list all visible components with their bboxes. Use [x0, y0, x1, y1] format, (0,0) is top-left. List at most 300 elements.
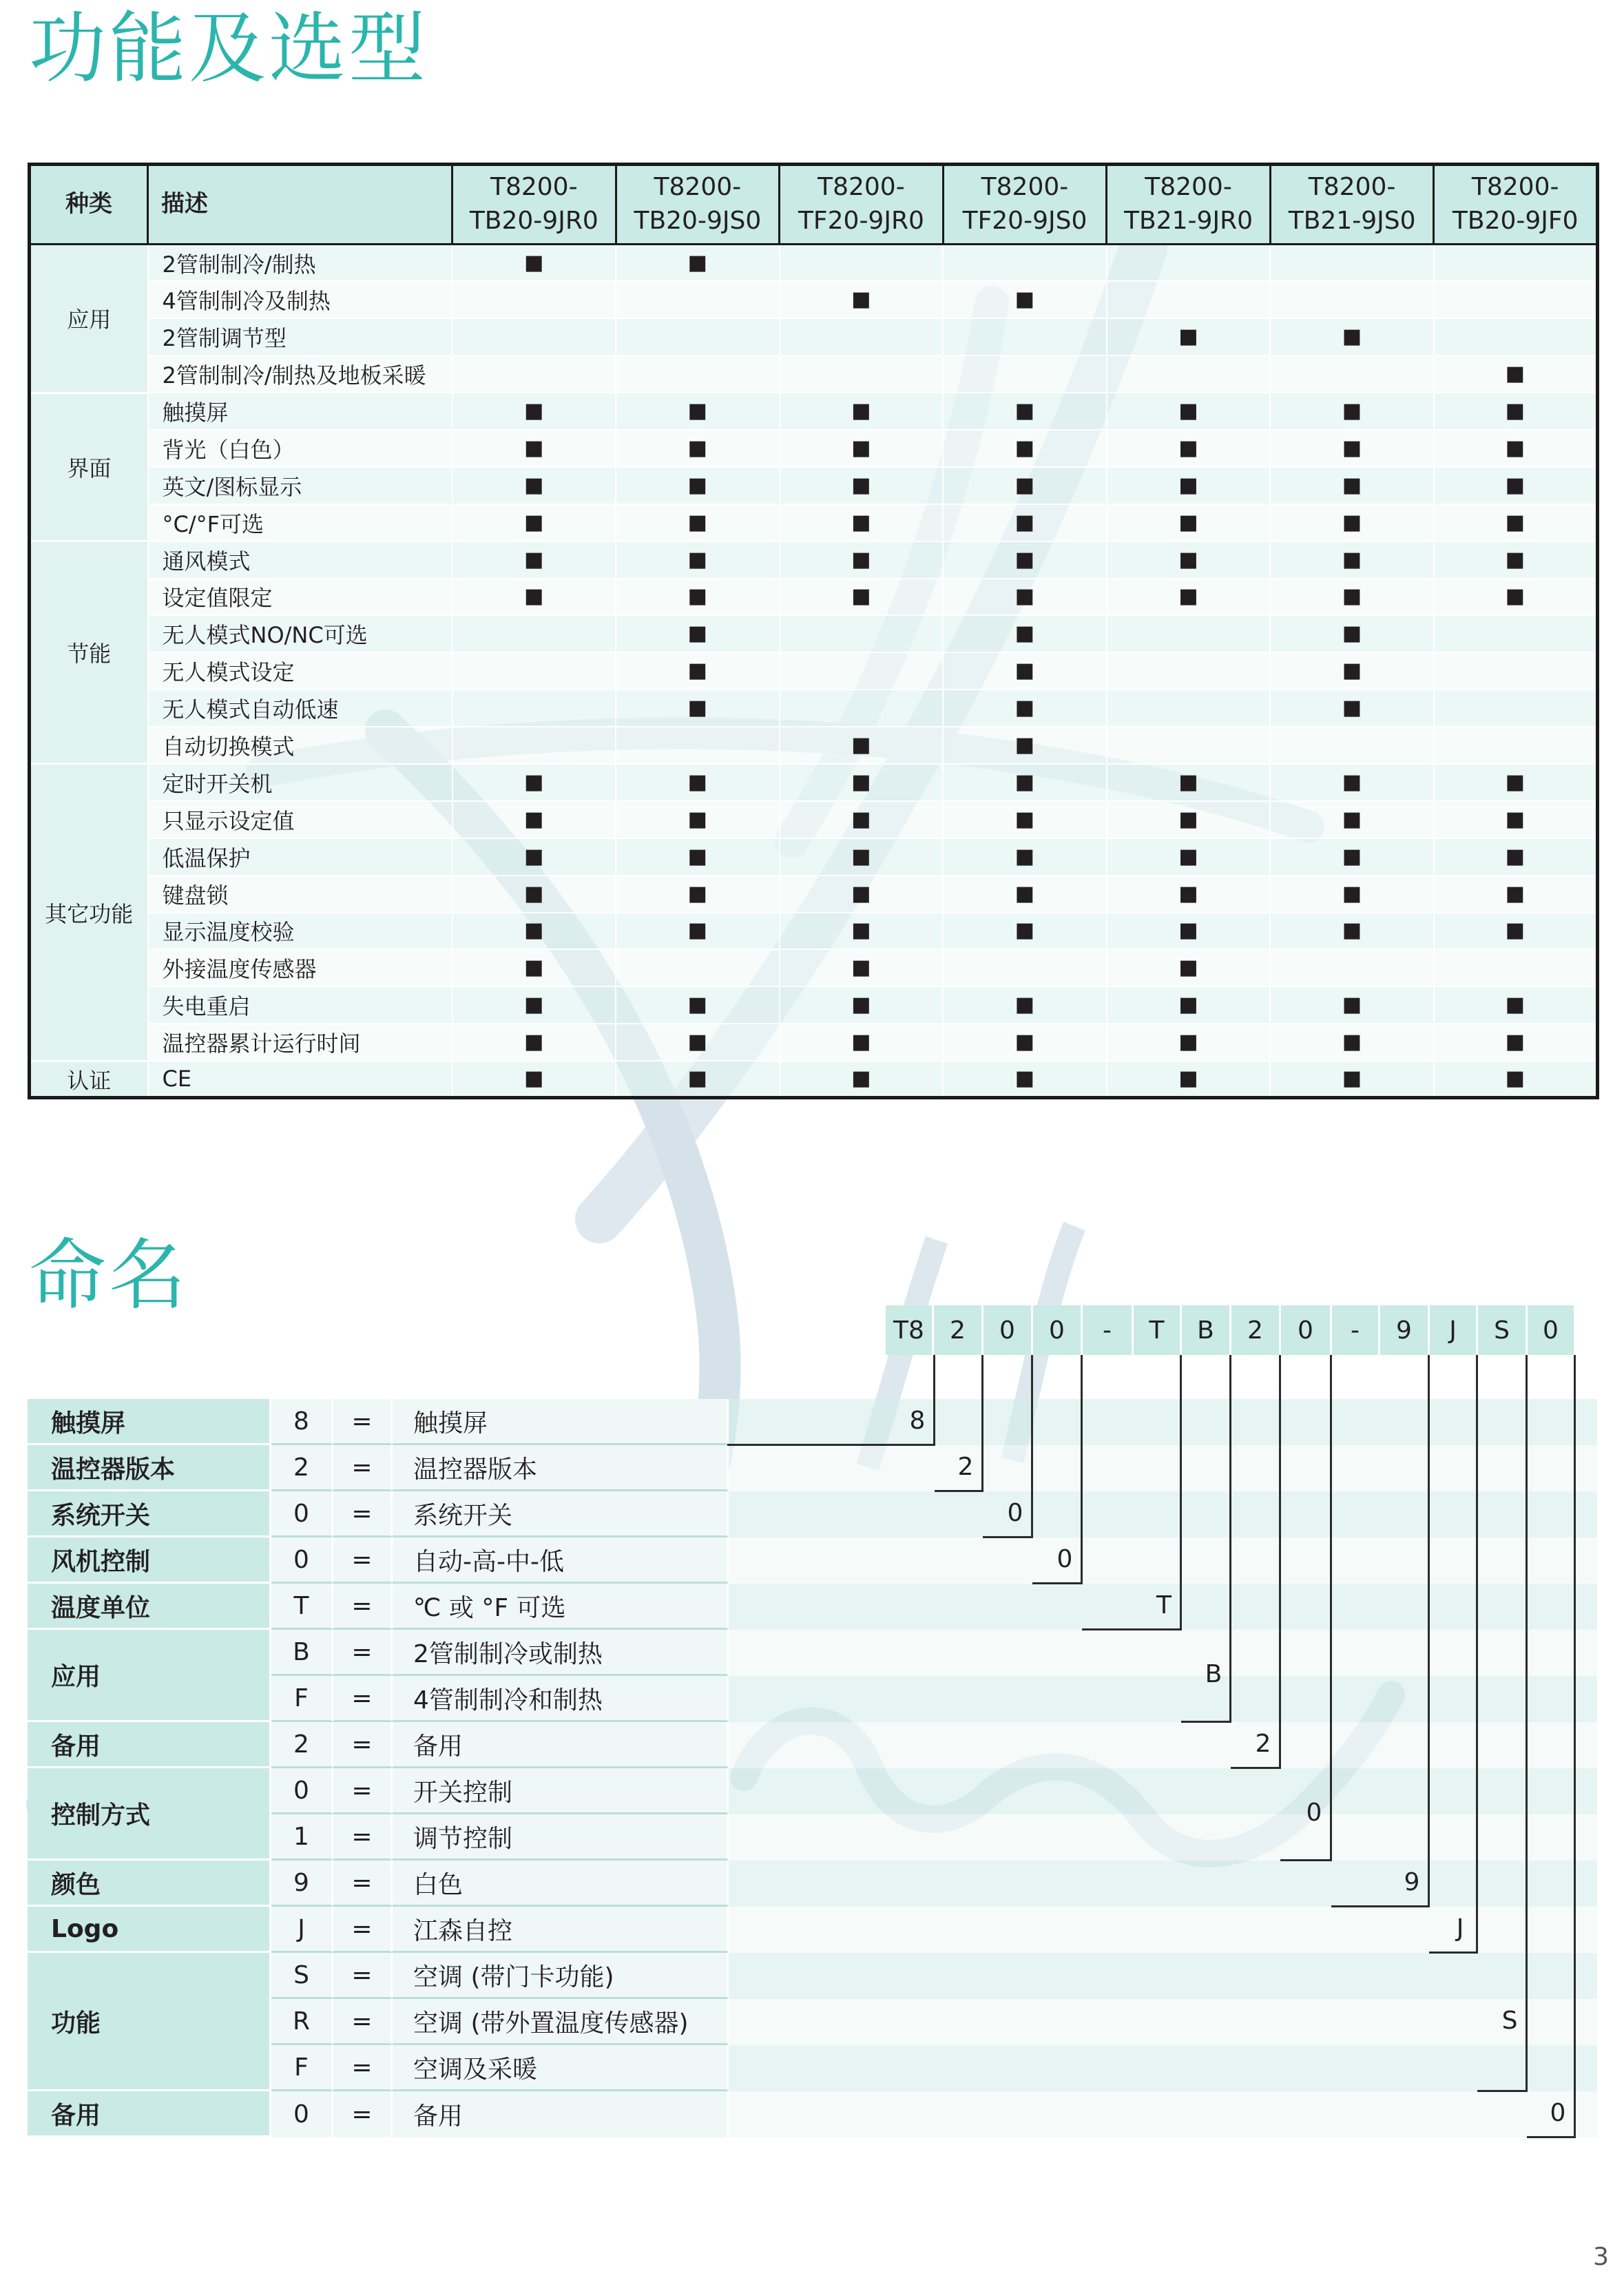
empty-cell — [452, 615, 616, 652]
check-mark: ■ — [452, 245, 616, 282]
empty-cell — [780, 318, 944, 355]
naming-code: 8 — [271, 1399, 333, 1445]
feature-label: °C/°F可选 — [148, 504, 452, 541]
empty-cell — [780, 355, 944, 393]
feature-label: CE — [148, 1061, 452, 1098]
header-model-3 — [780, 165, 944, 245]
naming-row — [28, 2091, 1599, 2137]
check-mark: ■ — [1270, 430, 1434, 467]
code-char: T8 — [886, 1305, 934, 1355]
leader-line — [983, 1536, 1033, 1538]
check-mark: ■ — [780, 541, 944, 579]
leader-line — [1526, 1355, 1528, 2090]
page-number: 3 — [1593, 2243, 1609, 2271]
code-char: 2 — [1231, 1305, 1281, 1355]
header-model-line: TB20-9JR0 — [469, 207, 598, 235]
check-mark: ■ — [780, 727, 944, 764]
check-mark: ■ — [1107, 913, 1271, 950]
naming-code: 2 — [271, 1722, 333, 1768]
code-char: J — [1430, 1305, 1478, 1355]
model-code-strip — [886, 1305, 1576, 1355]
naming-row — [28, 1768, 1599, 1830]
check-mark: ■ — [1107, 876, 1271, 913]
check-mark: ■ — [452, 913, 616, 950]
leader-line — [1476, 1355, 1478, 1951]
leader-line — [1081, 1355, 1083, 1582]
naming-leader-area — [729, 1630, 1599, 1676]
naming-desc: 2管制制冷或制热 — [393, 1630, 729, 1676]
check-mark: ■ — [1270, 913, 1434, 950]
empty-cell — [1107, 690, 1271, 727]
empty-cell — [616, 949, 780, 986]
check-mark: ■ — [943, 986, 1107, 1024]
check-mark: ■ — [1270, 690, 1434, 727]
header-model-4 — [943, 165, 1107, 245]
naming-row — [28, 1537, 1599, 1584]
feature-label: 触摸屏 — [148, 393, 452, 430]
check-mark: ■ — [1434, 393, 1598, 430]
feature-label: 无人模式自动低速 — [148, 690, 452, 727]
naming-desc: 备用 — [393, 1722, 729, 1768]
check-mark: ■ — [616, 430, 780, 467]
code-char: 0 — [1033, 1305, 1083, 1355]
check-mark: ■ — [616, 876, 780, 913]
code-char: 0 — [1281, 1305, 1332, 1355]
header-model-line: T8200- — [1308, 173, 1396, 202]
table-row — [30, 1024, 1598, 1061]
header-model-line: T8200- — [1471, 173, 1559, 202]
header-model-line: T8200- — [654, 173, 742, 202]
check-mark: ■ — [1434, 355, 1598, 393]
table-row — [30, 986, 1598, 1024]
feature-label: 显示温度校验 — [148, 913, 452, 950]
naming-code: 1 — [271, 1814, 333, 1861]
leader-line — [1231, 1767, 1281, 1769]
naming-desc: ℃ 或 °F 可选 — [393, 1584, 729, 1630]
naming-equals: = — [333, 1953, 393, 1999]
naming-equals: = — [333, 1676, 393, 1722]
table-row — [30, 652, 1598, 690]
check-mark: ■ — [1434, 1024, 1598, 1061]
header-desc: 描述 — [148, 165, 452, 245]
check-mark: ■ — [1107, 318, 1271, 355]
feature-label: 低温保护 — [148, 838, 452, 876]
empty-cell — [943, 355, 1107, 393]
check-mark: ■ — [1107, 838, 1271, 876]
header-model-line: TB21-9JR0 — [1124, 207, 1253, 235]
header-model-line: TB20-9JS0 — [634, 207, 762, 235]
empty-cell — [780, 690, 944, 727]
naming-code: J — [271, 1907, 333, 1953]
table-row — [30, 393, 1598, 430]
group-label: 其它功能 — [30, 764, 148, 1061]
check-mark: ■ — [943, 504, 1107, 541]
table-row — [30, 801, 1598, 838]
check-mark: ■ — [943, 579, 1107, 616]
naming-category: 温度单位 — [28, 1584, 271, 1630]
empty-cell — [616, 318, 780, 355]
table-row — [30, 913, 1598, 950]
check-mark: ■ — [452, 430, 616, 467]
naming-category: 触摸屏 — [28, 1399, 271, 1445]
check-mark: ■ — [1107, 393, 1271, 430]
naming-desc: 系统开关 — [393, 1491, 729, 1537]
empty-cell — [943, 318, 1107, 355]
naming-row — [28, 1445, 1599, 1491]
naming-category: 风机控制 — [28, 1537, 271, 1584]
feature-label: 2管制制冷/制热 — [148, 245, 452, 282]
check-mark: ■ — [943, 541, 1107, 579]
check-mark: ■ — [1270, 801, 1434, 838]
empty-cell — [780, 245, 944, 282]
check-mark: ■ — [616, 245, 780, 282]
check-mark: ■ — [1270, 652, 1434, 690]
naming-desc: 触摸屏 — [393, 1399, 729, 1445]
code-char: 2 — [934, 1305, 983, 1355]
table-row — [30, 727, 1598, 764]
check-mark: ■ — [1434, 838, 1598, 876]
check-mark: ■ — [1270, 504, 1434, 541]
empty-cell — [1270, 727, 1434, 764]
check-mark: ■ — [943, 430, 1107, 467]
naming-equals: = — [333, 1768, 393, 1814]
header-model-line: T8200- — [1145, 173, 1232, 202]
feature-label: 4管制制冷及制热 — [148, 281, 452, 318]
empty-cell — [616, 281, 780, 318]
empty-cell — [780, 652, 944, 690]
check-mark: ■ — [452, 467, 616, 504]
check-mark: ■ — [1107, 430, 1271, 467]
header-model-5 — [1107, 165, 1271, 245]
check-mark: ■ — [780, 876, 944, 913]
naming-leader-area — [729, 1861, 1599, 1907]
leader-line — [1279, 1355, 1281, 1767]
code-char: T — [1134, 1305, 1182, 1355]
naming-category: 颜色 — [28, 1861, 271, 1907]
naming-leader-area — [729, 1999, 1599, 2045]
empty-cell — [616, 355, 780, 393]
naming-leader-area — [729, 1722, 1599, 1768]
naming-equals: = — [333, 2091, 393, 2137]
check-mark: ■ — [780, 986, 944, 1024]
feature-label: 通风模式 — [148, 541, 452, 579]
header-model-line: TB20-9JF0 — [1452, 207, 1579, 235]
feature-table-header — [30, 165, 1598, 245]
check-mark: ■ — [943, 615, 1107, 652]
empty-cell — [616, 727, 780, 764]
section-title-naming: 命名 — [29, 1231, 189, 1321]
check-mark: ■ — [1270, 986, 1434, 1024]
check-mark: ■ — [452, 801, 616, 838]
header-model-1 — [452, 165, 616, 245]
feature-table — [28, 163, 1599, 1099]
check-mark: ■ — [616, 504, 780, 541]
check-mark: ■ — [1270, 838, 1434, 876]
naming-leader-area — [729, 1399, 1599, 1445]
check-mark: ■ — [1434, 764, 1598, 801]
header-model-line: T8200- — [490, 173, 578, 202]
code-char: B — [1182, 1305, 1231, 1355]
leader-line — [1330, 1355, 1332, 1859]
check-mark: ■ — [1107, 1061, 1271, 1098]
naming-code: T — [271, 1584, 333, 1630]
check-mark: ■ — [616, 393, 780, 430]
naming-code: F — [271, 2045, 333, 2091]
feature-label: 设定值限定 — [148, 579, 452, 616]
check-mark: ■ — [616, 652, 780, 690]
naming-equals: = — [333, 1999, 393, 2045]
group-label: 认证 — [30, 1061, 148, 1098]
naming-code: 0 — [271, 1768, 333, 1814]
table-row — [30, 430, 1598, 467]
check-mark: ■ — [1434, 1061, 1598, 1098]
table-row — [30, 579, 1598, 616]
naming-equals: = — [333, 1722, 393, 1768]
header-model-line: TB21-9JS0 — [1288, 207, 1416, 235]
check-mark: ■ — [780, 801, 944, 838]
table-row — [30, 876, 1598, 913]
check-mark: ■ — [943, 727, 1107, 764]
leader-line — [1181, 1721, 1231, 1723]
naming-row — [28, 1722, 1599, 1768]
check-mark: ■ — [1270, 393, 1434, 430]
check-mark: ■ — [616, 801, 780, 838]
check-mark: ■ — [452, 764, 616, 801]
section-title-features: 功能及选型 — [29, 4, 428, 94]
check-mark: ■ — [780, 504, 944, 541]
check-mark: ■ — [616, 615, 780, 652]
empty-cell — [1107, 652, 1271, 690]
feature-label: 2管制制冷/制热及地板采暖 — [148, 355, 452, 393]
feature-label: 自动切换模式 — [148, 727, 452, 764]
naming-code: 0 — [271, 1491, 333, 1537]
check-mark: ■ — [452, 579, 616, 616]
naming-desc: 自动-高-中-低 — [393, 1537, 729, 1584]
empty-cell — [1107, 727, 1271, 764]
leader-digit: 0 — [1550, 2098, 1566, 2127]
code-char: 0 — [983, 1305, 1033, 1355]
code-char: - — [1083, 1305, 1134, 1355]
check-mark: ■ — [780, 281, 944, 318]
leader-line — [1331, 1905, 1430, 1907]
feature-label: 外接温度传感器 — [148, 949, 452, 986]
check-mark: ■ — [1434, 876, 1598, 913]
check-mark: ■ — [943, 467, 1107, 504]
leader-digit: T — [1156, 1591, 1172, 1619]
header-model-line: T8200- — [981, 173, 1069, 202]
leader-line — [1477, 2090, 1528, 2092]
leader-line — [1527, 2136, 1576, 2138]
code-char: S — [1478, 1305, 1528, 1355]
empty-cell — [1434, 245, 1598, 282]
leader-line — [1429, 1951, 1478, 1954]
check-mark: ■ — [1270, 876, 1434, 913]
naming-desc: 开关控制 — [393, 1768, 729, 1814]
check-mark: ■ — [452, 838, 616, 876]
feature-label: 键盘锁 — [148, 876, 452, 913]
check-mark: ■ — [1270, 1061, 1434, 1098]
naming-category: 备用 — [28, 1722, 271, 1768]
check-mark: ■ — [452, 393, 616, 430]
code-char: 0 — [1528, 1305, 1576, 1355]
naming-equals: = — [333, 1861, 393, 1907]
naming-leader-area — [729, 1814, 1599, 1861]
check-mark: ■ — [1107, 764, 1271, 801]
empty-cell — [452, 652, 616, 690]
check-mark: ■ — [943, 1024, 1107, 1061]
check-mark: ■ — [780, 913, 944, 950]
check-mark: ■ — [780, 1061, 944, 1098]
naming-equals: = — [333, 1537, 393, 1584]
leader-digit: 9 — [1404, 1867, 1420, 1896]
empty-cell — [1434, 690, 1598, 727]
header-model-line: T8200- — [818, 173, 905, 202]
check-mark: ■ — [1434, 986, 1598, 1024]
check-mark: ■ — [780, 949, 944, 986]
naming-code: S — [271, 1953, 333, 1999]
empty-cell — [1434, 652, 1598, 690]
naming-row — [28, 1907, 1599, 1953]
check-mark: ■ — [943, 801, 1107, 838]
empty-cell — [780, 615, 944, 652]
check-mark: ■ — [1107, 1024, 1271, 1061]
check-mark: ■ — [943, 913, 1107, 950]
table-row — [30, 504, 1598, 541]
naming-equals: = — [333, 1445, 393, 1491]
header-model-line: TF20-9JS0 — [962, 207, 1087, 235]
check-mark: ■ — [1270, 764, 1434, 801]
table-row — [30, 467, 1598, 504]
check-mark: ■ — [1107, 949, 1271, 986]
leader-line — [981, 1355, 983, 1490]
naming-code: B — [271, 1630, 333, 1676]
naming-category: Logo — [28, 1907, 271, 1953]
table-row — [30, 764, 1598, 801]
check-mark: ■ — [616, 1061, 780, 1098]
naming-category: 温控器版本 — [28, 1445, 271, 1491]
check-mark: ■ — [616, 986, 780, 1024]
naming-category: 备用 — [28, 2091, 271, 2137]
feature-label: 定时开关机 — [148, 764, 452, 801]
feature-label: 2管制调节型 — [148, 318, 452, 355]
check-mark: ■ — [616, 764, 780, 801]
check-mark: ■ — [1270, 467, 1434, 504]
naming-category: 系统开关 — [28, 1491, 271, 1537]
table-row — [30, 1061, 1598, 1098]
check-mark: ■ — [1107, 504, 1271, 541]
empty-cell — [1434, 727, 1598, 764]
naming-equals: = — [333, 1630, 393, 1676]
check-mark: ■ — [943, 1061, 1107, 1098]
naming-desc: 空调及采暖 — [393, 2045, 729, 2091]
naming-equals: = — [333, 1399, 393, 1445]
check-mark: ■ — [452, 949, 616, 986]
leader-digit: 2 — [957, 1452, 974, 1481]
check-mark: ■ — [943, 393, 1107, 430]
naming-leader-area — [729, 1768, 1599, 1814]
empty-cell — [1270, 949, 1434, 986]
feature-label: 无人模式设定 — [148, 652, 452, 690]
empty-cell — [1107, 281, 1271, 318]
table-row — [30, 355, 1598, 393]
check-mark: ■ — [616, 913, 780, 950]
header-model-line: TF20-9JR0 — [798, 207, 924, 235]
code-char: - — [1332, 1305, 1380, 1355]
naming-row — [28, 1491, 1599, 1537]
empty-cell — [1270, 355, 1434, 393]
empty-cell — [452, 355, 616, 393]
check-mark: ■ — [1107, 541, 1271, 579]
check-mark: ■ — [452, 986, 616, 1024]
table-row — [30, 949, 1598, 986]
naming-code: R — [271, 1999, 333, 2045]
group-label: 节能 — [30, 541, 148, 764]
naming-code: 9 — [271, 1861, 333, 1907]
table-row — [30, 838, 1598, 876]
naming-leader-area — [729, 1676, 1599, 1722]
feature-label: 背光（白色） — [148, 430, 452, 467]
naming-equals: = — [333, 1491, 393, 1537]
check-mark: ■ — [616, 1024, 780, 1061]
empty-cell — [452, 281, 616, 318]
empty-cell — [1107, 245, 1271, 282]
feature-label: 英文/图标显示 — [148, 467, 452, 504]
naming-desc: 调节控制 — [393, 1814, 729, 1861]
naming-category: 功能 — [28, 1953, 271, 2091]
check-mark: ■ — [1434, 579, 1598, 616]
naming-category: 应用 — [28, 1630, 271, 1722]
check-mark: ■ — [616, 579, 780, 616]
table-row — [30, 690, 1598, 727]
leader-line — [727, 1444, 935, 1446]
leader-line — [1032, 1582, 1083, 1584]
naming-row — [28, 1861, 1599, 1907]
check-mark: ■ — [1107, 467, 1271, 504]
leader-line — [1229, 1355, 1231, 1721]
check-mark: ■ — [1270, 541, 1434, 579]
empty-cell — [452, 727, 616, 764]
leader-digit: 0 — [1007, 1498, 1023, 1527]
empty-cell — [1434, 318, 1598, 355]
naming-equals: = — [333, 1584, 393, 1630]
check-mark: ■ — [452, 541, 616, 579]
leader-digit: J — [1456, 1914, 1464, 1943]
naming-leader-area — [729, 1491, 1599, 1537]
naming-equals: = — [333, 1907, 393, 1953]
check-mark: ■ — [943, 764, 1107, 801]
empty-cell — [1434, 615, 1598, 652]
check-mark: ■ — [1270, 318, 1434, 355]
naming-leader-area — [729, 2091, 1599, 2137]
check-mark: ■ — [1107, 986, 1271, 1024]
naming-equals: = — [333, 1814, 393, 1861]
header-model-7 — [1434, 165, 1598, 245]
naming-desc: 空调 (带外置温度传感器) — [393, 1999, 729, 2045]
check-mark: ■ — [943, 838, 1107, 876]
leader-digit: 0 — [1056, 1544, 1073, 1573]
empty-cell — [1107, 355, 1271, 393]
check-mark: ■ — [452, 1061, 616, 1098]
leader-digit: 2 — [1255, 1729, 1271, 1758]
naming-code: 2 — [271, 1445, 333, 1491]
check-mark: ■ — [943, 690, 1107, 727]
table-row — [30, 245, 1598, 282]
naming-row — [28, 1399, 1599, 1445]
header-group: 种类 — [30, 165, 148, 245]
check-mark: ■ — [1434, 504, 1598, 541]
check-mark: ■ — [780, 393, 944, 430]
leader-digit: B — [1205, 1660, 1222, 1688]
